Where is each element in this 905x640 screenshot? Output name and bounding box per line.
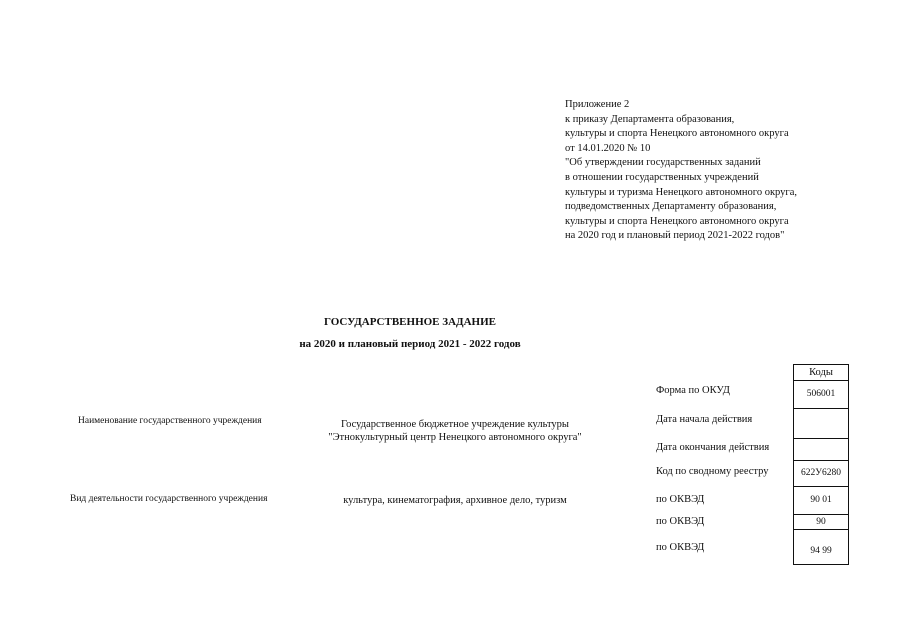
code-row-label: по ОКВЭД (656, 516, 705, 527)
code-cell: 622У6280 (794, 460, 848, 486)
activity-value: культура, кинематография, архивное дело, туризм (343, 495, 567, 506)
appendix-line: подведомственных Департаменту образования, (565, 201, 777, 213)
institution-value-line: Государственное бюджетное учреждение культуры (341, 419, 569, 430)
institution-value-line: "Этнокультурный центр Ненецкого автономного округа" (328, 432, 582, 443)
appendix-line: от 14.01.2020 № 10 (565, 142, 651, 154)
code-row-label: по ОКВЭД (656, 494, 705, 505)
appendix-reference (565, 98, 865, 244)
appendix-line: культуры и спорта Ненецкого автономного округа (565, 128, 789, 140)
appendix-line: "Об утверждении государственных заданий (565, 157, 761, 169)
code-cell: 90 01 (794, 486, 848, 514)
codes-table (793, 364, 849, 565)
code-cell: 506001 (794, 380, 848, 408)
appendix-line: к приказу Департамента образования, (565, 113, 735, 125)
appendix-line: в отношении государственных учреждений (565, 171, 759, 183)
appendix-line: на 2020 год и плановый период 2021-2022 годов" (565, 230, 785, 242)
institution-value (300, 418, 610, 444)
institution-label: Наименование государственного учреждения (78, 416, 262, 426)
document-subtitle: на 2020 и плановый период 2021 - 2022 годов (299, 338, 521, 350)
document-title: ГОСУДАРСТВЕННОЕ ЗАДАНИЕ (324, 316, 496, 328)
code-row-label: по ОКВЭД (656, 542, 705, 553)
code-cell (794, 408, 848, 438)
code-row-label: Дата начала действия (656, 414, 753, 425)
code-row-label: Код по сводному реестру (656, 466, 769, 477)
appendix-line: культуры и туризма Ненецкого автономного округа, (565, 186, 798, 198)
appendix-line: культуры и спорта Ненецкого автономного округа (565, 215, 789, 227)
code-row-label: Форма по ОКУД (656, 385, 730, 396)
code-cell: 94 99 (810, 546, 832, 556)
code-cell (794, 438, 848, 460)
appendix-line: Приложение 2 (565, 99, 630, 110)
activity-label: Вид деятельности государственного учреждения (70, 494, 268, 504)
code-row-label: Дата окончания действия (656, 442, 770, 453)
code-cell: 90 (794, 514, 848, 530)
codes-header: Коды (794, 364, 848, 380)
